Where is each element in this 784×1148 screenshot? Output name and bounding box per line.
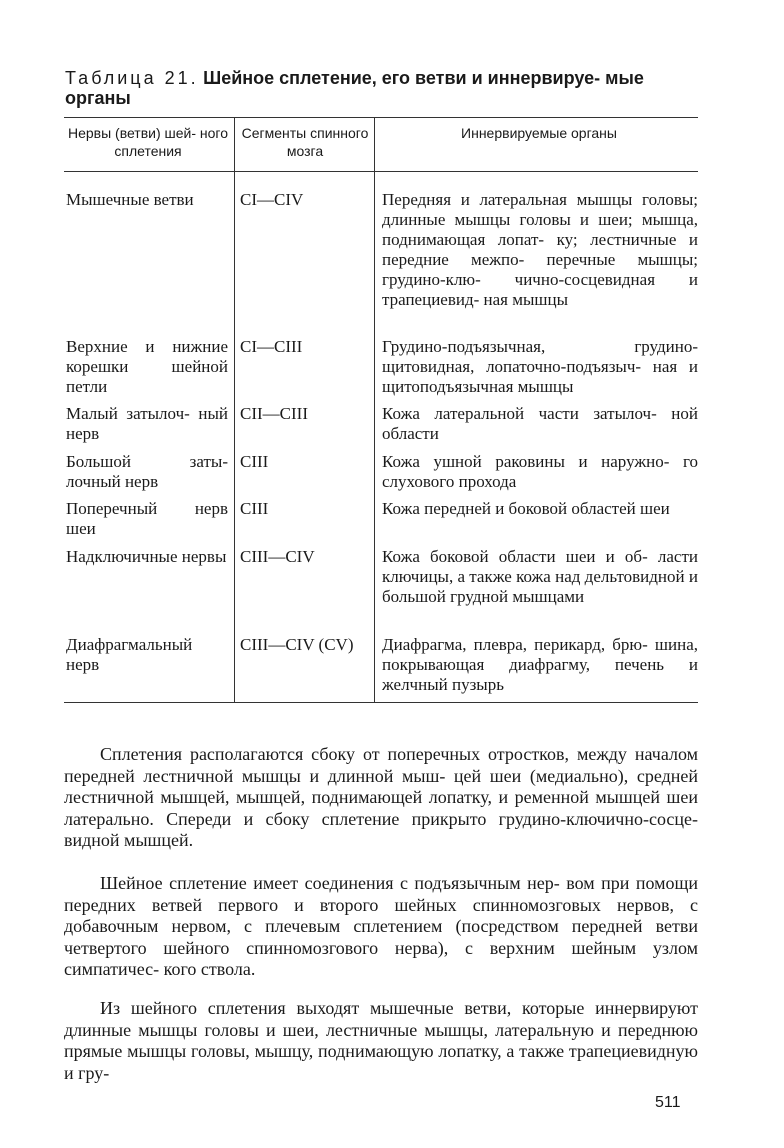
nerve-cell: Большой заты- лочный нерв (66, 452, 228, 491)
organs-cell: Диафрагма, плевра, перикард, брю- шина, покрывающая диафрагму, печень и желчный пузырь (382, 635, 698, 694)
organs-cell: Кожа ушной раковины и наружно- го слухового прохода (382, 452, 698, 491)
body-paragraph: Из шейного сплетения выходят мышечные ветви, которые иннервируют длинные мышцы головы и шеи, лестничные мышцы, латеральную и переднюю прямые мышцы головы, мышцу, поднимающую лопатку, а также трапециевидную и гру- (64, 998, 698, 1083)
table-column-divider-1 (234, 117, 235, 702)
table-bottom-rule (64, 702, 698, 703)
table-caption-title: Шейное сплетение, его ветви и иннервируе- мые органы (65, 68, 644, 108)
nerve-cell: Надключичные нервы (66, 547, 227, 566)
body-paragraph: Сплетения располагаются сбоку от поперечных отростков, между началом передней лестничной мышцы и длинной мыш- цей шеи (медиально), средней лестничной мышцей, мышцей, поднимающей лопатку, и ременной мышцей шеи латерально. Спереди и сбоку сплетение прикрыто грудино-ключично-сосце- видной мышцей. (64, 744, 698, 850)
table-header-organs: Иннервируемые органы (461, 125, 617, 141)
table-caption-label: Таблица 21. (65, 68, 199, 88)
segments-cell: CIII—CIV (240, 547, 315, 566)
organs-cell: Грудино-подъязычная, грудино- щитовидная, лопаточно-подъязыч- ная и щитоподъязычная мышцы (382, 337, 698, 396)
segments-cell: CIII (240, 452, 269, 471)
nerve-cell: Мышечные ветви (66, 190, 194, 209)
organs-cell: Передняя и латеральная мышцы головы; длинные мышцы головы и шеи; мышца, поднимающая лопат- ку; лестничные и передние межпо- перечные мышцы; грудино-клю- чично-сосцевидная и трапециевид- ная мышцы (382, 190, 698, 309)
nerve-cell: Поперечный нерв шеи (66, 499, 228, 538)
organs-cell: Кожа передней и боковой областей шеи (382, 499, 670, 518)
table-header-rule (64, 171, 698, 172)
table-header-nerves: Нервы (ветви) шей- ного сплетения (67, 125, 229, 159)
organs-cell: Кожа боковой области шеи и об- ласти ключицы, а также кожа над дельтовидной и большой грудной мышцами (382, 547, 698, 606)
table-top-rule (64, 117, 698, 118)
organs-cell: Кожа латеральной части затылоч- ной области (382, 404, 698, 443)
segments-cell: CIII—CIV (CV) (240, 635, 354, 654)
segments-cell: CIII (240, 499, 269, 518)
segments-cell: CII—CIII (240, 404, 308, 423)
body-paragraph: Шейное сплетение имеет соединения с подъязычным нер- вом при помощи передних ветвей первого и второго шейных спинномозговых нервов, с добавочным нервом, с плечевым сплетением (посредством передней ветви четвертого шейного спинномозгового нерва), с верхним шейным узлом симпатичес- кого ствола. (64, 873, 698, 979)
segments-cell: CI—CIV (240, 190, 304, 209)
table-header-segments: Сегменты спинного мозга (241, 125, 369, 159)
table-caption (65, 68, 705, 108)
nerve-cell: Верхние и нижние корешки шейной петли (66, 337, 228, 396)
page-number: 511 (655, 1094, 681, 1111)
segments-cell: CI—CIII (240, 337, 303, 356)
nerve-cell: Диафрагмальный нерв (66, 635, 193, 674)
nerve-cell: Малый затылоч- ный нерв (66, 404, 228, 443)
